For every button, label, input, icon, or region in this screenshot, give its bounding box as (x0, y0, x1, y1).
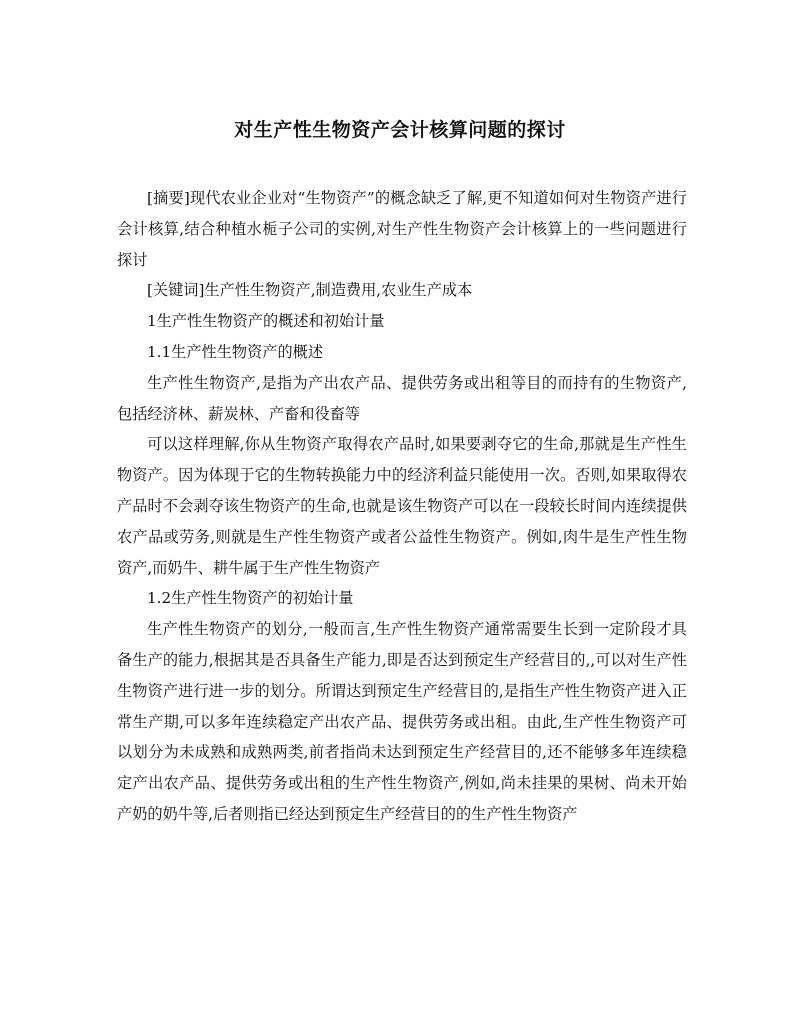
abstract-paragraph: [摘要]现代农业企业对“生物资产”的概念缺乏了解,更不知道如何对生物资产进行会计核算,结合种植水栀子公司的实例,对生产性生物资产会计核算上的一些问题进行探讨 (117, 189, 687, 269)
document-body (117, 183, 687, 830)
keywords-paragraph: [关键词]生产性生物资产,制造费用,农业生产成本 (147, 281, 473, 300)
body-paragraph: 生产性生物资产,是指为产出农产品、提供劳务或出租等目的而持有的生物资产,包括经济林、薪炭林、产畜和役畜等 (117, 373, 687, 423)
section-heading-1: 1生产性生物资产的概述和初始计量 (147, 312, 385, 331)
body-paragraph: 生产性生物资产的划分,一般而言,生产性生物资产通常需要生长到一定阶段才具备生产的能力,根据其是否具备生产能力,即是否达到预定生产经营目的,,可以对生产性生物资产进行进一步的划分。所谓达到预定生产经营目的,是指生产性生物资产进入正常生产期,可以多年连续稳定产出农产品、提供劳务或出租。由此,生产性生物资产可以划分为未成熟和成熟两类,前者指尚未达到预定生产经营目的,还不能够多年连续稳定产出农产品、提供劳务或出租的生产性生物资产,例如,尚未挂果的果树、尚未开始产奶的奶牛等,后者则指已经达到预定生产经营目的的生产性生物资产 (117, 620, 687, 823)
document-title: 对生产性生物资产会计核算问题的探讨 (234, 119, 566, 141)
subsection-heading-1-2: 1.2生产性生物资产的初始计量 (147, 589, 354, 608)
body-paragraph: 可以这样理解,你从生物资产取得农产品时,如果要剥夺它的生命,那就是生产性生物资产。因为体现于它的生物转换能力中的经济利益只能使用一次。否则,如果取得农产品时不会剥夺该生物资产的生命,也就是该生物资产可以在一段较长时间内连续提供农产品或劳务,则就是生产性生物资产或者公益性生物资产。例如,肉牛是生产性生物资产,而奶牛、耕牛属于生产性生物资产 (117, 435, 687, 577)
subsection-heading-1-1: 1.1生产性生物资产的概述 (147, 342, 324, 361)
